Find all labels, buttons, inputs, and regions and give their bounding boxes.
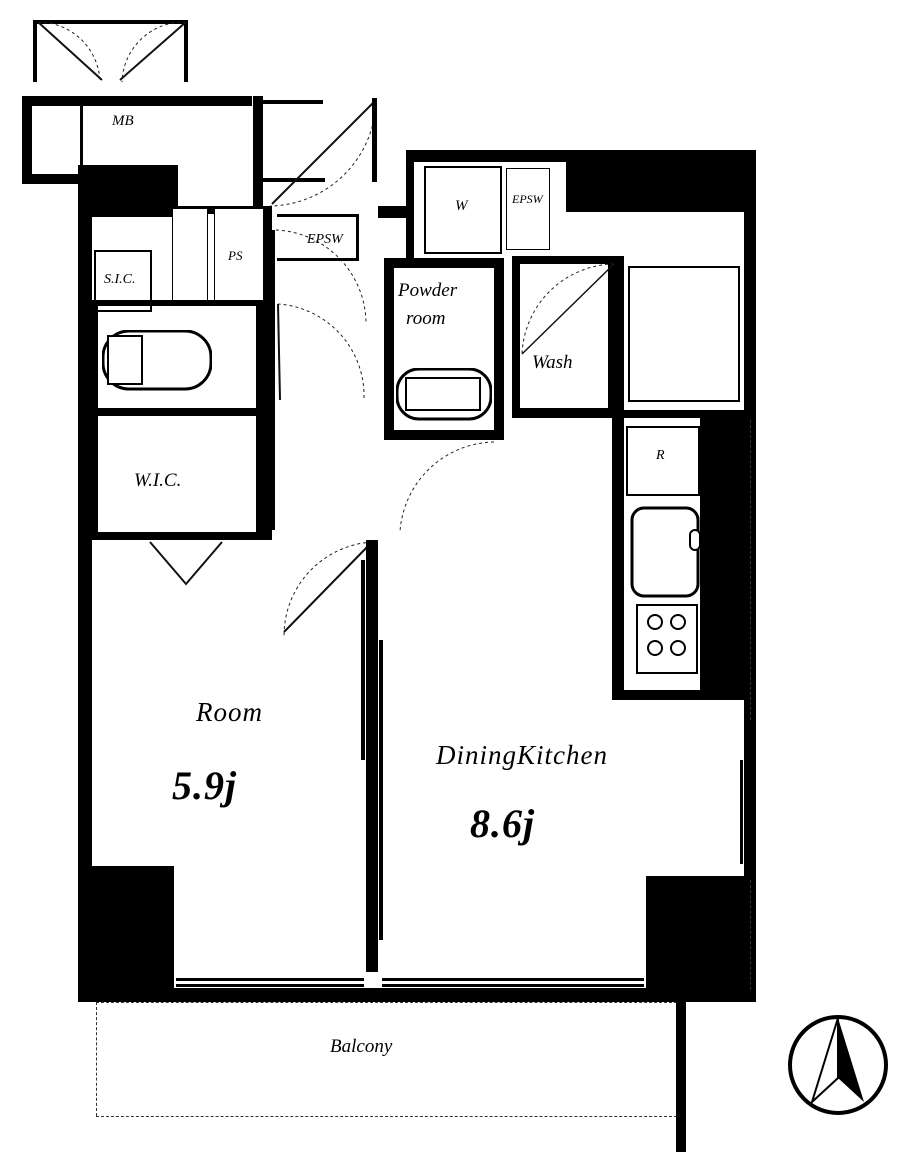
bath-wall-left — [92, 306, 98, 414]
window-bottom-right-2 — [382, 984, 644, 987]
closet-inner — [628, 266, 740, 402]
wash-wall-left — [512, 256, 520, 416]
window-bottom-left — [176, 978, 364, 981]
balcony-label: Balcony — [330, 1036, 393, 1057]
wash-door-swing — [520, 262, 618, 360]
dining-kitchen-label: DiningKitchen — [436, 740, 608, 770]
room-sliding-panel-1 — [361, 560, 365, 760]
epsw-box-top — [277, 214, 359, 217]
room-sliding-panel-2 — [379, 640, 383, 940]
window-bottom-left-2 — [176, 984, 364, 987]
powder-wall-bottom — [384, 430, 504, 440]
epsw-label: EPSW — [307, 232, 343, 247]
wall-bottom-right-block — [646, 876, 746, 1002]
hall-door-swing-2 — [276, 300, 366, 400]
wall-corridor-top — [253, 96, 263, 206]
bath-wall-right — [256, 306, 264, 416]
kitchen-blackband-right — [700, 418, 746, 700]
ps-label: PS — [228, 248, 243, 263]
front-door-leaf — [372, 98, 377, 182]
closet-wall-bottom — [616, 410, 746, 418]
right-hatch-line-2 — [750, 880, 751, 990]
mb-label: MB — [112, 113, 134, 129]
window-right-2 — [746, 760, 749, 864]
powder-wall-right — [494, 258, 504, 440]
window-bottom-right — [382, 978, 644, 981]
powder-wall-left — [384, 258, 394, 440]
balcony-bottom-edge — [96, 1116, 682, 1117]
powder-door-swing — [398, 440, 498, 536]
bathtub — [102, 330, 212, 392]
compass-icon — [786, 1010, 890, 1120]
kitchen-wall-left — [612, 418, 624, 700]
washing-machine-label: W — [455, 198, 468, 214]
wall-bottom-left-block — [78, 866, 174, 1000]
window-right — [740, 760, 743, 864]
wic-wall-bottom — [92, 532, 264, 540]
front-door-swing — [266, 100, 378, 212]
sic-wall-mid — [92, 300, 264, 306]
mb-room-wall-left — [22, 96, 32, 184]
room-window-mark — [148, 540, 224, 586]
toilet-fixture — [396, 368, 492, 424]
kitchen-sink — [630, 506, 706, 602]
cooktop — [636, 604, 700, 676]
powder-wall-top — [384, 258, 504, 268]
wic-wall-right — [256, 416, 264, 538]
powder-label-line2: room — [406, 308, 446, 329]
epsw-box-bottom — [277, 258, 359, 261]
wic-wall-left — [92, 416, 98, 538]
epsw-box-right — [356, 214, 359, 260]
sic-label: S.I.C. — [104, 272, 136, 287]
ps-shaft-1 — [172, 208, 208, 302]
balcony-top-edge — [96, 1002, 682, 1003]
entry-door-swing-2 — [104, 22, 188, 84]
wash-label: Wash — [532, 352, 573, 373]
balcony-right-wall — [676, 1000, 686, 1152]
mb-partition — [80, 100, 83, 174]
epsw-right-label: EPSW — [512, 192, 543, 206]
right-hatch-line — [750, 420, 751, 720]
room-label: Room — [196, 697, 263, 727]
bath-wall-bottom — [92, 408, 264, 416]
wash-wall-bottom — [512, 408, 616, 418]
refrigerator-label: R — [656, 448, 665, 463]
kitchen-wall-bottom — [612, 690, 746, 700]
balcony-left-edge — [96, 1002, 97, 1116]
mb-room-wall-top — [22, 96, 252, 106]
wall-entry-bottom — [378, 206, 414, 218]
powder-label-line1: Powder — [398, 280, 458, 301]
epsw-right-box — [506, 168, 550, 250]
room-sliding-door-track — [370, 545, 374, 965]
wall-entry-right — [406, 150, 414, 260]
wic-label: W.I.C. — [134, 470, 182, 491]
closet-wall-left — [616, 256, 624, 418]
hall-wall-right — [264, 206, 272, 540]
dining-kitchen-area: 8.6j — [470, 801, 536, 846]
room-area: 5.9j — [172, 763, 238, 808]
wall-top-right-blackband — [566, 150, 756, 212]
